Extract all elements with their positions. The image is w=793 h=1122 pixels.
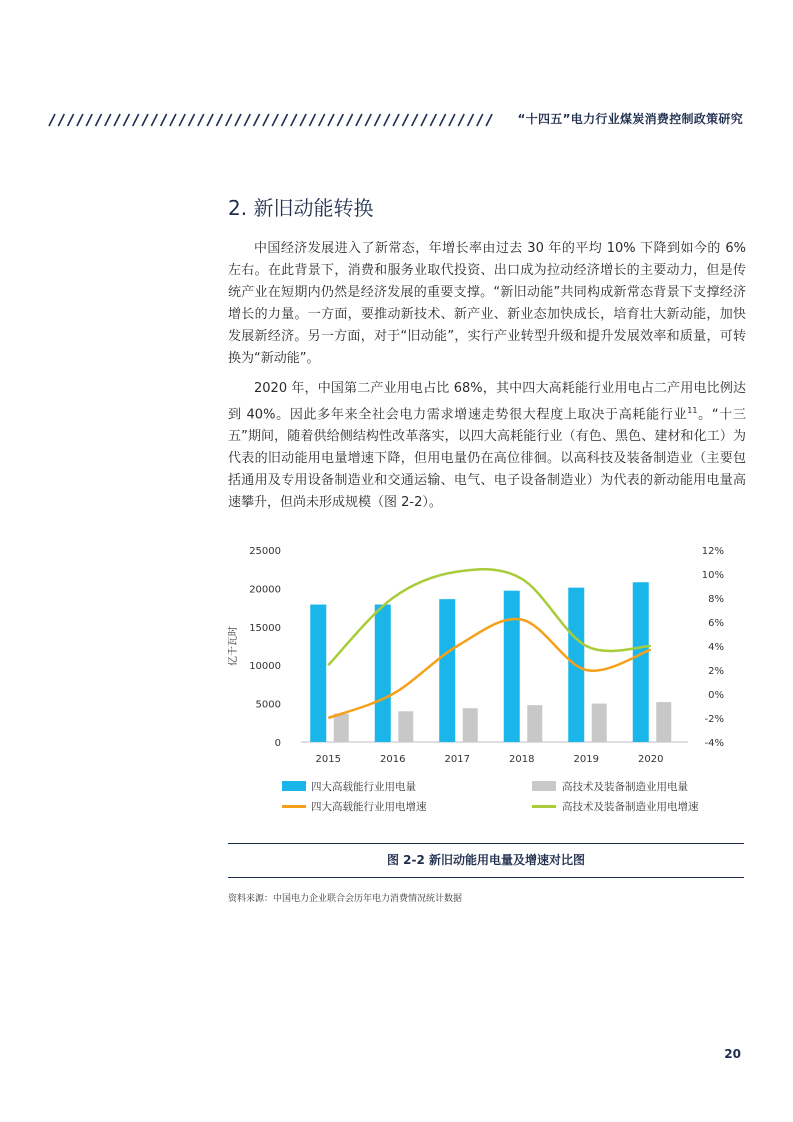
hatch-stroke [58, 114, 64, 126]
running-header-title: “十四五”电力行业煤炭消费控制政策研究 [517, 112, 743, 126]
y2-tick-label: 8% [708, 594, 724, 605]
paragraph-electricity-share [228, 378, 746, 514]
x-tick-label: 2016 [380, 754, 406, 765]
hatch-stroke [393, 114, 399, 126]
bar-high-tech [656, 702, 671, 742]
hatch-stroke [328, 114, 334, 126]
caption-rule-bottom [228, 877, 744, 878]
bar-high-energy [375, 605, 391, 742]
y2-tick-label: 12% [701, 546, 724, 557]
y-tick-label: 10000 [249, 661, 281, 673]
hatch-stroke [226, 114, 232, 126]
paragraph-new-normal: 中国经济发展进入了新常态，年增长率由过去 30 年的平均 10% 下降到如今的 6% 左右。在此背景下，消费和服务业取代投资、出口成为拉动经济增长的主要动力，但是传统产业在短期内仍然是经济发展的重要支撑。“新旧动能”共同构成新常态背景下支撑经济增长的力量。一方面，要推动新技术、新产业、新业态加快成长，培育壮大新动能，加快发展新经济。另一方面，对于“旧动能”，实行产业转型升级和提升发展效率和质量，可转换为“新动能”。 [228, 241, 746, 366]
hatch-stroke [458, 114, 464, 126]
hatch-stroke [207, 114, 213, 126]
hatch-stroke [68, 114, 74, 126]
bar-high-tech [463, 708, 478, 742]
hatch-stroke [291, 114, 297, 126]
y-tick-label: 25000 [249, 546, 281, 557]
caption-rule-top [228, 843, 744, 844]
hatch-stroke [309, 114, 315, 126]
hatch-stroke [179, 114, 185, 126]
hatch-stroke [161, 114, 167, 126]
bar-high-energy [439, 599, 455, 742]
x-tick-label: 2017 [444, 754, 470, 765]
hatch-stroke [151, 114, 157, 126]
x-tick-label: 2015 [315, 754, 341, 765]
legend-label: 高技术及装备制造业用电量 [562, 781, 688, 793]
hatch-stroke [198, 114, 204, 126]
legend-label: 高技术及装备制造业用电增速 [562, 801, 699, 813]
header-hatch-decoration [48, 113, 498, 127]
y-tick-label: 15000 [249, 622, 281, 634]
bar-high-tech [592, 704, 607, 742]
bar-high-tech [334, 714, 349, 742]
hatch-stroke [216, 114, 222, 126]
legend-label: 四大高载能行业用电量 [311, 781, 416, 793]
y-tick-label: 5000 [255, 699, 281, 711]
y2-tick-label: -2% [704, 714, 724, 725]
hatch-stroke [384, 114, 390, 126]
hatch-stroke [477, 114, 483, 126]
y-axis-label: 亿千瓦时 [228, 626, 239, 666]
x-tick-label: 2020 [638, 754, 664, 765]
page-number: 20 [724, 1047, 741, 1061]
hatch-stroke [356, 114, 362, 126]
hatch-stroke [440, 114, 446, 126]
hatch-stroke [449, 114, 455, 126]
hatch-stroke [375, 114, 381, 126]
y2-tick-label: 10% [701, 570, 724, 581]
legend-label: 四大高载能行业用电增速 [311, 801, 427, 813]
hatch-stroke [337, 114, 343, 126]
y2-tick-label: 6% [708, 618, 724, 629]
bar-high-tech [527, 705, 542, 742]
hatch-stroke [114, 114, 120, 126]
legend-swatch-line-green [532, 805, 556, 808]
hatch-stroke [282, 114, 288, 126]
hatch-stroke [263, 114, 269, 126]
paragraph-text: 2020 年，中国第二产业用电占比 68%，其中四大高耗能行业用电占二产用电比例达到 40%。因此多年来全社会电力需求增速走势很大程度上取决于高耗能行业 [228, 381, 746, 423]
hatch-stroke [347, 114, 353, 126]
hatch-stroke [142, 114, 148, 126]
hatch-stroke [189, 114, 195, 126]
legend-swatch-bar-gray [532, 781, 556, 791]
y2-tick-label: 2% [708, 666, 724, 677]
hatch-stroke [254, 114, 260, 126]
hatch-stroke [170, 114, 176, 126]
hatch-stroke [49, 114, 55, 126]
hatch-stroke [421, 114, 427, 126]
y2-tick-label: -4% [704, 738, 724, 749]
legend-swatch-line-orange [282, 805, 306, 808]
hatch-stroke [244, 114, 250, 126]
hatch-stroke [319, 114, 325, 126]
hatch-stroke [77, 114, 83, 126]
hatch-stroke [86, 114, 92, 126]
bar-high-energy [504, 591, 520, 742]
y2-tick-label: 0% [708, 690, 724, 701]
paragraph-text-cont: 。“十三五”期间，随着供给侧结构性改革落实，以四大高耗能行业（有色、黑色、建材和化工）为代表的旧动能用电量增速下降，但用电量仍在高位徘徊。以高科技及装备制造业（主要包括通用及专用设备制造业和交通运输、电气、电子设备制造业）为代表的新动能用电量高速攀升，但尚未形成规模（图 2-2）。 [228, 407, 746, 511]
hatch-stroke [486, 114, 492, 126]
figure-caption: 图 2-2 新旧动能用电量及增速对比图 [386, 853, 586, 867]
bar-high-energy [310, 605, 326, 742]
hatch-stroke [272, 114, 278, 126]
footnote-ref: 11 [687, 406, 698, 415]
hatch-stroke [412, 114, 418, 126]
hatch-stroke [133, 114, 139, 126]
hatch-stroke [430, 114, 436, 126]
hatch-stroke [105, 114, 111, 126]
hatch-stroke [96, 114, 102, 126]
hatch-stroke [300, 114, 306, 126]
section-heading: 2. 新旧动能转换 [228, 196, 374, 220]
legend-swatch-bar-blue [282, 781, 306, 791]
y-tick-label: 0 [274, 738, 281, 749]
hatch-stroke [468, 114, 474, 126]
hatch-stroke [365, 114, 371, 126]
bar-high-energy [633, 582, 649, 742]
hatch-stroke [235, 114, 241, 126]
bar-high-tech [398, 711, 413, 742]
source-note: 资料来源：中国电力企业联合会历年电力消费情况统计数据 [228, 894, 463, 904]
x-tick-label: 2019 [573, 754, 599, 765]
y-tick-label: 20000 [249, 584, 281, 596]
y2-tick-label: 4% [708, 642, 724, 653]
hatch-stroke [123, 114, 129, 126]
x-tick-label: 2018 [509, 754, 535, 765]
hatch-stroke [402, 114, 408, 126]
